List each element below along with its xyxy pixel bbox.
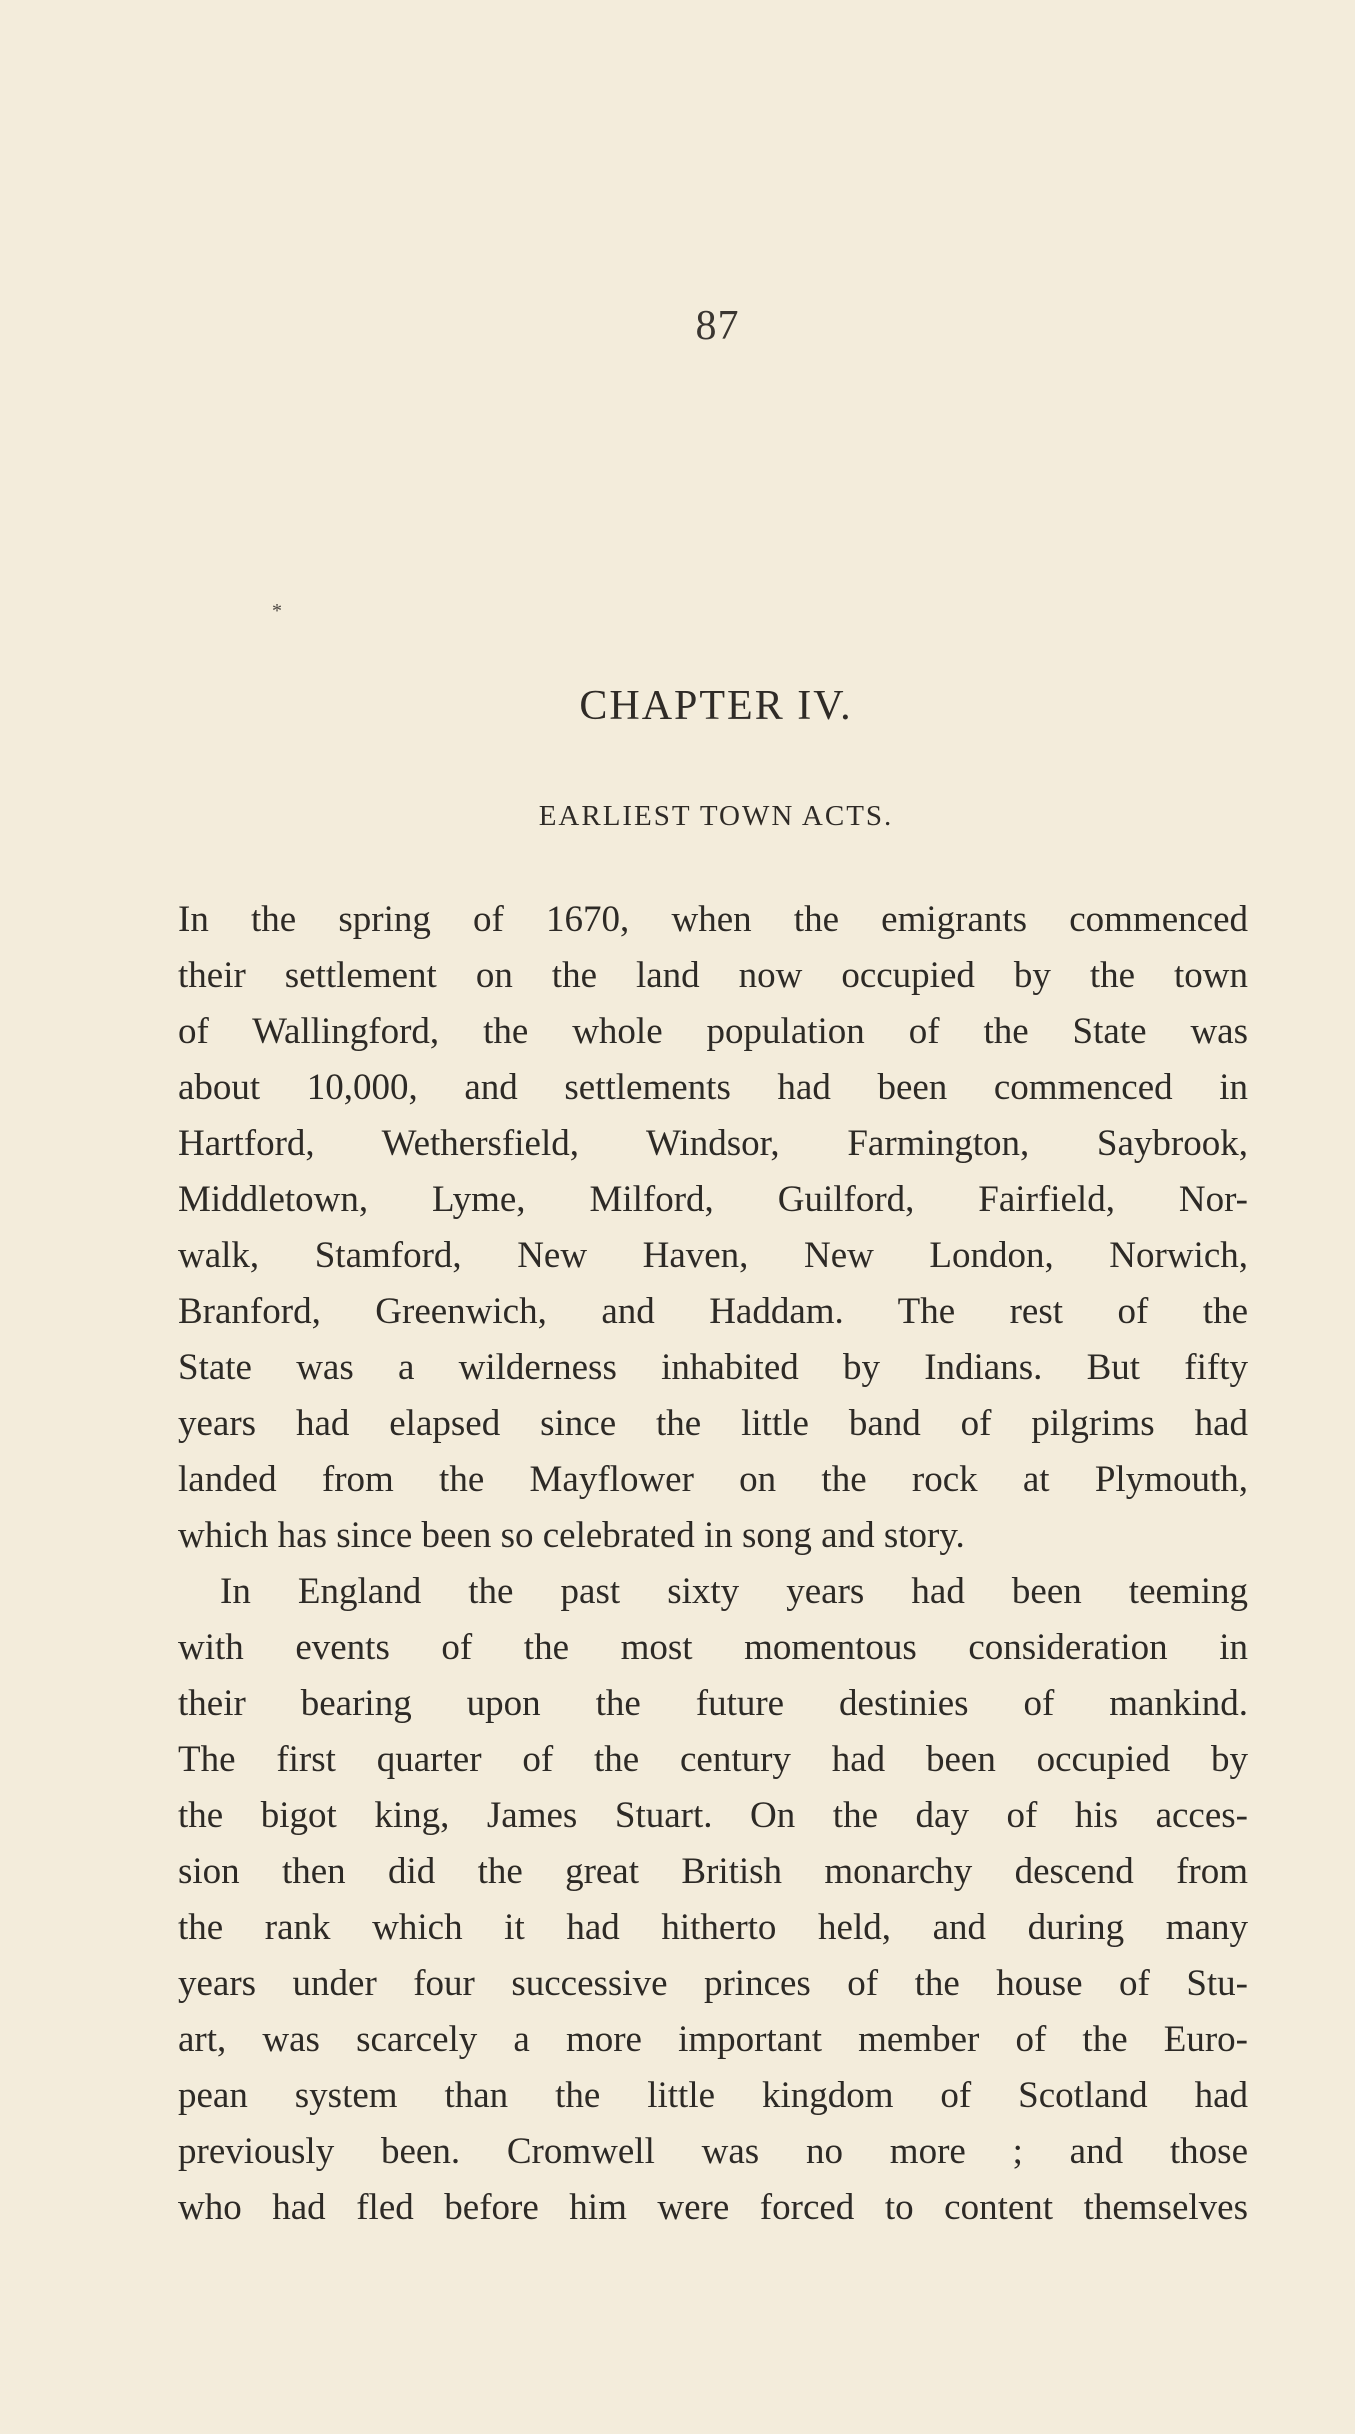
text-line: of Wallingford, the whole population of the State was [178, 1011, 1248, 1052]
text-line: art, was scarcely a more important member of the Euro- [178, 2019, 1248, 2060]
body-text [178, 892, 1248, 2236]
text-line: Branford, Greenwich, and Haddam. The rest of the [178, 1291, 1248, 1332]
text-line: walk, Stamford, New Haven, New London, Norwich, [178, 1235, 1248, 1276]
text-line: their bearing upon the future destinies of mankind. [178, 1683, 1248, 1724]
text-line: about 10,000, and settlements had been commenced in [178, 1067, 1248, 1108]
text-line: pean system than the little kingdom of Scotland had [178, 2075, 1248, 2116]
text-line: The first quarter of the century had been occupied by [178, 1739, 1248, 1780]
text-line: years had elapsed since the little band of pilgrims had [178, 1403, 1248, 1444]
text-line: Hartford, Wethersfield, Windsor, Farmington, Saybrook, [178, 1123, 1248, 1164]
text-line: In the spring of 1670, when the emigrants commenced [178, 899, 1248, 940]
text-line: who had fled before him were forced to content themselves [178, 2187, 1248, 2228]
text-line: sion then did the great British monarchy descend from [178, 1851, 1248, 1892]
text-line: State was a wilderness inhabited by Indians. But fifty [178, 1347, 1248, 1388]
text-line: Middletown, Lyme, Milford, Guilford, Fairfield, Nor- [178, 1179, 1248, 1220]
chapter-title: CHAPTER IV. [579, 683, 853, 729]
text-line: the bigot king, James Stuart. On the day of his acces- [178, 1795, 1248, 1836]
printer-speck: * [272, 600, 282, 622]
text-line: their settlement on the land now occupied by the town [178, 955, 1248, 996]
text-line: the rank which it had hitherto held, and during many [178, 1907, 1248, 1948]
text-line: with events of the most momentous consideration in [178, 1627, 1248, 1668]
text-line: previously been. Cromwell was no more ; and those [178, 2131, 1248, 2172]
section-title: EARLIEST TOWN ACTS. [538, 800, 894, 832]
page-number: 87 [695, 303, 740, 349]
text-line: years under four successive princes of the house of Stu- [178, 1963, 1248, 2004]
text-line: which has since been so celebrated in song and story. [178, 1515, 965, 1556]
text-line: In England the past sixty years had been teeming [220, 1571, 1248, 1612]
text-line: landed from the Mayflower on the rock at Plymouth, [178, 1459, 1248, 1500]
